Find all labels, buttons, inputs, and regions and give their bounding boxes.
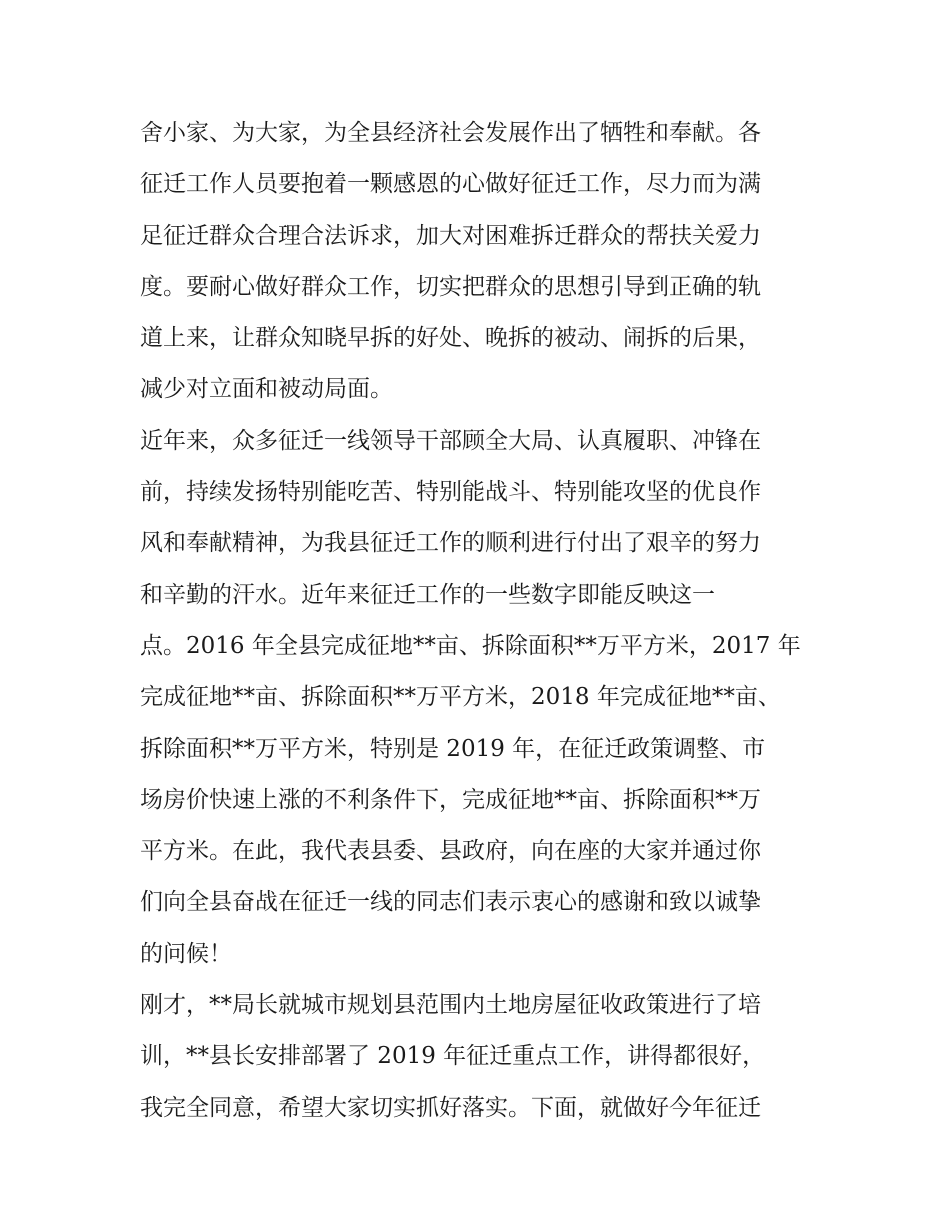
- text-line: 道上来，让群众知晓早拆的好处、晚拆的被动、闹拆的后果，: [140, 325, 761, 352]
- text-line: 拆除面积**万平方米，特别是 2019 年，在征迁政策调整、市: [140, 735, 766, 762]
- text-line: 风和奉献精神，为我县征迁工作的顺利进行付出了艰辛的努力: [140, 530, 761, 557]
- text-line: 平方米。在此，我代表县委、县政府，向在座的大家并通过你: [140, 838, 761, 865]
- text-line: 完成征地**亩、拆除面积**万平方米，2018 年完成征地**亩、: [140, 684, 781, 711]
- text-line: 刚才，**局长就城市规划县范围内土地房屋征收政策进行了培: [140, 992, 761, 1019]
- text-line: 们向全县奋战在征迁一线的同志们表示衷心的感谢和致以诚挚: [140, 889, 761, 916]
- text-line: 场房价快速上涨的不利条件下，完成征地**亩、拆除面积**万: [140, 786, 761, 813]
- text-line: 减少对立面和被动局面。: [140, 376, 393, 403]
- text-line: 和辛勤的汗水。近年来征迁工作的一些数字即能反映这一: [140, 581, 715, 608]
- text-line: 的问候！: [140, 940, 232, 967]
- text-line: 舍小家、为大家，为全县经济社会发展作出了牺牲和奉献。各: [140, 120, 761, 146]
- text-line: 训，**县长安排部署了 2019 年征迁重点工作，讲得都很好，: [140, 1043, 766, 1070]
- text-line: 近年来，众多征迁一线领导干部顾全大局、认真履职、冲锋在: [140, 427, 761, 454]
- text-line: 征迁工作人员要抱着一颗感恩的心做好征迁工作，尽力而为满: [140, 171, 761, 198]
- text-line: 足征迁群众合理合法诉求，加大对困难拆迁群众的帮扶关爱力: [140, 222, 761, 249]
- text-line: 我完全同意，希望大家切实抓好落实。下面，就做好今年征迁: [140, 1094, 761, 1121]
- text-line: 度。要耐心做好群众工作，切实把群众的思想引导到正确的轨: [140, 273, 761, 300]
- document-body: [140, 108, 820, 1134]
- text-line: 前，持续发扬特别能吃苦、特别能战斗、特别能攻坚的优良作: [140, 479, 761, 506]
- text-line: 点。2016 年全县完成征地**亩、拆除面积**万平方米，2017 年: [140, 632, 801, 659]
